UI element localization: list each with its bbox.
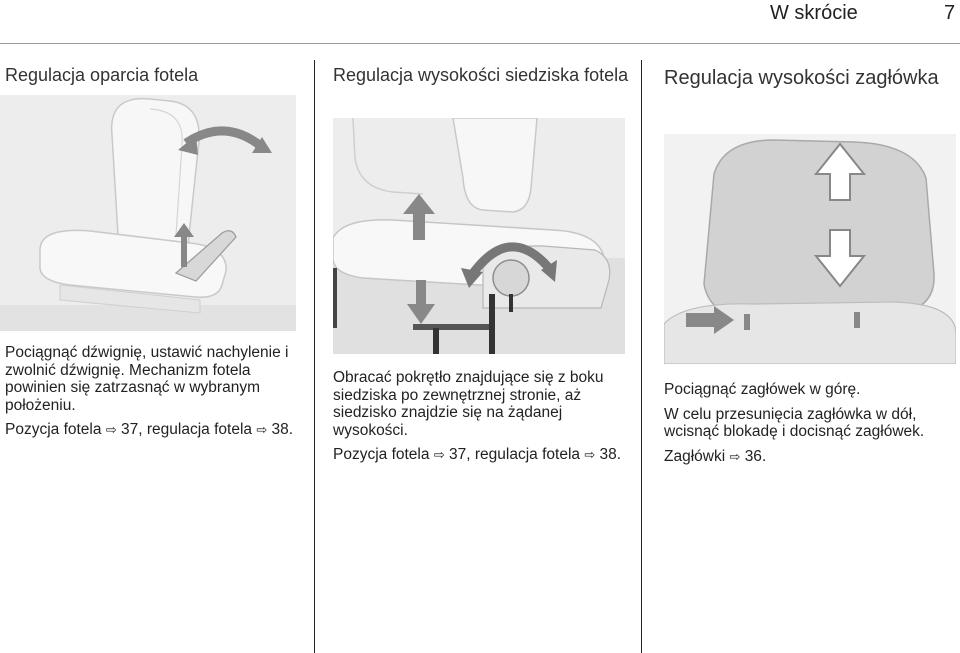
seat-height-illustration [333, 118, 625, 354]
page-ref-arrow-icon: ⇨ [433, 448, 445, 464]
section-title-backrest: Regulacja oparcia fotela [5, 65, 199, 85]
section-body-backrest [5, 344, 305, 447]
column-divider-1 [314, 60, 315, 653]
headrest-illustration [664, 134, 956, 364]
page-ref-link[interactable]: 38 [599, 446, 617, 464]
paragraph: Pociągnąć dźwignię, ustawić nachylenie i zwolnić dźwignię. Mechanizm fotela powinien się zatrzasnąć w wybranym położeniu. [5, 344, 289, 414]
page-number: 7 [944, 2, 956, 24]
section-body-headrest [664, 381, 956, 473]
page-ref-arrow-icon: ⇨ [105, 423, 117, 439]
page-ref-arrow-icon: ⇨ [584, 448, 596, 464]
reference-paragraph: Pozycja fotela ⇨ 37, regulacja fotela ⇨ 38. [5, 421, 294, 439]
reference-paragraph: Pozycja fotela ⇨ 37, regulacja fotela ⇨ 38. [333, 446, 622, 464]
section-body-seat-height [333, 369, 633, 472]
paragraph: W celu przesunięcia zagłówka w dół, wcisnąć blokadę i docisnąć zagłówek. [664, 405, 925, 441]
page-ref-link[interactable]: 37 [121, 421, 139, 439]
reference-paragraph: Zagłówki ⇨ 36. [664, 447, 767, 465]
page-ref-link[interactable]: 37 [449, 446, 467, 464]
page-ref-link[interactable]: 36 [744, 447, 762, 465]
section-title-seat-height: Regulacja wysokości siedziska fotela [333, 65, 629, 85]
paragraph: Obracać pokrętło znajdujące się z boku siedziska po zewnętrznej stronie, aż siedzisko znajdzie się na żądanej wysokości. [333, 369, 604, 439]
page-ref-arrow-icon: ⇨ [729, 449, 741, 465]
header-rule [0, 43, 960, 44]
section-title-headrest: Regulacja wysokości zagłówka [664, 67, 939, 89]
running-header-title: W skrócie [770, 2, 858, 24]
page-ref-arrow-icon: ⇨ [256, 423, 268, 439]
column-divider-2 [641, 60, 642, 653]
seat-backrest-illustration [0, 95, 296, 331]
page-ref-link[interactable]: 38 [271, 421, 289, 439]
paragraph: Pociągnąć zagłówek w górę. [664, 381, 861, 398]
